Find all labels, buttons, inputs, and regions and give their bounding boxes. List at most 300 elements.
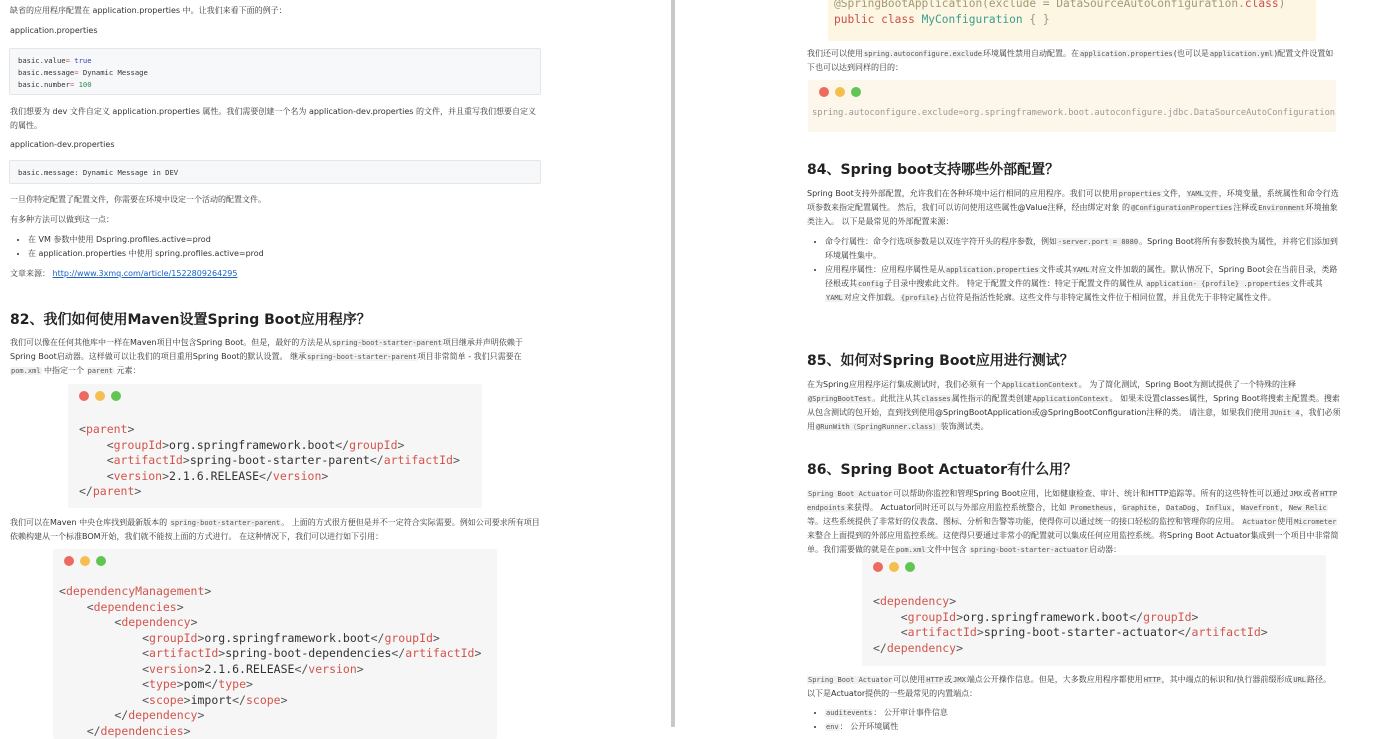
- code-token: type: [218, 677, 246, 691]
- code-line: [59, 584, 481, 600]
- inline-code: application.properties: [1079, 50, 1174, 58]
- code-token: >: [977, 625, 984, 639]
- inline-code: New Relic: [1288, 504, 1328, 512]
- code-token: >: [956, 610, 963, 624]
- inline-code: @ConfigurationProperties: [1130, 204, 1233, 212]
- code-token: <: [59, 584, 66, 598]
- yellow-dot-icon: [80, 556, 90, 566]
- code-line: [873, 625, 1268, 641]
- inline-code: Actuator: [1242, 518, 1278, 526]
- code-token: spring.autoconfigure.exclude=org.springframework.boot.autoconfigure.jdbc.DataSourceAutoConfiguration: [812, 108, 1335, 118]
- source-line: [10, 267, 540, 281]
- code-token: scope: [246, 693, 281, 707]
- code-token: type: [149, 677, 177, 691]
- code-token: import: [191, 693, 233, 707]
- list-item: [825, 263, 1341, 305]
- text-run: 项目继承并声明依赖于Spring Boot启动器。这样做可以让我们的项目重用Spring Boot的默认设置。 继承: [10, 338, 523, 361]
- code-line: [18, 55, 532, 67]
- paragraph: [807, 487, 1341, 557]
- text-run: ： 公开审计事件信息: [873, 708, 948, 717]
- window-controls: [64, 556, 106, 566]
- paragraph: [10, 213, 540, 227]
- inline-code: @SpringBootTest: [807, 395, 872, 403]
- code-token: </: [391, 646, 405, 660]
- inline-code: application.properties: [945, 266, 1040, 274]
- inline-code: Influx: [1205, 504, 1232, 512]
- code-token: </: [232, 693, 246, 707]
- code-token: <: [59, 646, 149, 660]
- code-line: [59, 724, 481, 739]
- inline-code: ApplicationContext: [1032, 395, 1110, 403]
- inline-code: Wavefront: [1240, 504, 1280, 512]
- code-token: dependency: [887, 641, 956, 655]
- inline-code: ApplicationContext: [1001, 381, 1079, 389]
- text-run: ，: [1113, 503, 1121, 512]
- code-token: artifactId: [114, 453, 183, 467]
- text-run: 缺省的应用程序配置在 application.properties 中。让我们来看下面的例子：: [10, 6, 287, 15]
- window-controls: [819, 87, 861, 97]
- code-line: [79, 469, 460, 485]
- text-run: 使用: [1277, 517, 1293, 526]
- code-token: >: [474, 646, 481, 660]
- inline-code: application.yml: [1209, 50, 1274, 58]
- inline-code: DataDog: [1165, 504, 1197, 512]
- code-token: dependency: [121, 615, 190, 629]
- code-token: org.springframework.boot: [204, 631, 370, 645]
- text-run: 在 application.properties 中使用 spring.profiles.active=prod: [28, 249, 264, 258]
- inline-code: spring-boot-starter-parent: [331, 339, 443, 347]
- text-run: 中指定一个: [42, 366, 87, 375]
- code-token: >: [321, 469, 328, 483]
- code-token: >: [433, 631, 440, 645]
- code-line: [873, 641, 1268, 657]
- inline-code: @RunWith（SpringRunner.class）: [815, 423, 941, 431]
- code-token: scope: [149, 693, 184, 707]
- inline-code: YAML: [825, 294, 844, 302]
- code-line: [834, 12, 1285, 28]
- code-token: </: [204, 677, 218, 691]
- code-token: >: [398, 438, 405, 452]
- code-token: >: [162, 469, 169, 483]
- text-run: ，: [1197, 503, 1205, 512]
- code-line: [18, 67, 532, 79]
- inline-code: pom.xml: [10, 367, 42, 375]
- text-run: 属性指示的配置类创建: [952, 394, 1032, 403]
- inline-code: YAML文件: [1186, 190, 1219, 198]
- inline-code: auditevents: [825, 709, 873, 717]
- list-item: [825, 720, 1341, 734]
- code-line: [59, 708, 481, 724]
- code-token: </: [59, 708, 128, 722]
- code-window: [68, 384, 482, 508]
- text-run: 我们想要为 dev 文件自定义 application.properties 属性。我们需要创建一个名为 application-dev.properties 的文件，并且重写我们想要自定义的属性。: [10, 107, 536, 130]
- inline-code: HTTP: [1143, 676, 1162, 684]
- code-token: basic.number: [18, 80, 70, 89]
- code-token: >: [183, 453, 190, 467]
- code-token: spring-boot-dependencies: [225, 646, 391, 660]
- code-token: >: [162, 438, 169, 452]
- right-page: [676, 0, 1377, 727]
- text-run: 可以使用: [893, 675, 925, 684]
- text-run: 在 VM 参数中使用 Dspring.profiles.active=prod: [28, 235, 211, 244]
- code-token: >: [357, 662, 364, 676]
- code-token: =: [74, 68, 83, 77]
- text-run: 环境抽象类注入。 以下是最常见的外部配置来源：: [807, 203, 1338, 226]
- code-line: [79, 484, 460, 500]
- code-line: [79, 453, 460, 469]
- green-dot-icon: [905, 562, 915, 572]
- code-window: [862, 555, 1326, 666]
- inline-code: pom.xml: [895, 546, 927, 554]
- text-run: 或者: [1303, 489, 1319, 498]
- inline-code: spring.autoconfigure.exclude: [863, 50, 983, 58]
- code-line: [59, 693, 481, 709]
- yellow-dot-icon: [835, 87, 845, 97]
- code-token: <: [59, 693, 149, 707]
- green-dot-icon: [111, 391, 121, 401]
- code-token: dependency: [880, 594, 949, 608]
- code-line: [59, 662, 481, 678]
- inline-code: -server.port = 8080: [1057, 238, 1139, 246]
- text-run: 应用程序属性：应用程序属性是从: [825, 265, 945, 274]
- bullet-list: [807, 706, 1341, 734]
- text-run: 我们还可以使用: [807, 49, 863, 58]
- code-token: </: [335, 438, 349, 452]
- inline-code: Prometheus: [1069, 504, 1113, 512]
- code-token: >: [177, 600, 184, 614]
- code-block: [9, 160, 541, 184]
- code-token: <: [59, 631, 149, 645]
- code-token: version: [273, 469, 321, 483]
- page-divider: [671, 0, 675, 727]
- list-item: [28, 247, 548, 261]
- paragraph: [10, 516, 540, 544]
- text-run: ，: [1232, 503, 1240, 512]
- code-line: [79, 438, 460, 454]
- code-token: true: [74, 56, 91, 65]
- code-token: >: [197, 662, 204, 676]
- text-run: 文件，: [1162, 189, 1186, 198]
- code-token: artifactId: [1192, 625, 1261, 639]
- inline-code: Spring Boot Actuator: [807, 676, 893, 684]
- code-token: </: [1129, 610, 1143, 624]
- bullet-list: [807, 235, 1341, 305]
- text-run: (也可以是: [1174, 49, 1209, 58]
- text-run: application.properties: [10, 26, 98, 35]
- text-run: 。 上面的方式很方便但是并不一定符合实际需要。例如公司要求所有项目依赖构建从一个标准BOM开始，我们就不能按上面的方式进行。 在这种情况下，我们可以进行如下引用：: [10, 518, 540, 541]
- inline-code: classes: [920, 395, 952, 403]
- yellow-dot-icon: [889, 562, 899, 572]
- text-run: 有多种方法可以做到这一点：: [10, 215, 114, 224]
- code-token: >: [134, 484, 141, 498]
- text-run: 可以帮助你监控和管理Spring Boot应用，比如健康检查、审计、统计和HTTP追踪等。所有的这些特性可以通过: [893, 489, 1288, 498]
- code-token: =: [70, 80, 79, 89]
- code-line: [59, 646, 481, 662]
- paragraph: [807, 47, 1341, 75]
- inline-code: Micrometer: [1293, 518, 1337, 526]
- code-token: groupId: [384, 631, 432, 645]
- code-token: dependencies: [101, 724, 184, 738]
- text-run: 我们可以像在任何其他库中一样在Maven项目中包含Spring Boot。但是，最好的方法是从: [10, 338, 331, 347]
- text-run: 对应文件加载的属性。默认情况下，Spring Boot会在当前目录，类路径根或其: [825, 265, 1337, 288]
- inline-code: JUnit 4: [1269, 409, 1301, 417]
- text-run: 启动器：: [1089, 545, 1121, 554]
- text-run: 。 为了简化测试，Spring Boot为测试提供了一个特殊的注释: [1079, 380, 1296, 389]
- text-run: 占位符是指活性轮廓。这些文件与非特定属性文件位于相同位置，并且优先于非特定属性文件。: [940, 293, 1276, 302]
- inline-code: spring-boot-starter-parent: [306, 353, 418, 361]
- code-window: [53, 549, 497, 739]
- code-token: dependencies: [94, 600, 177, 614]
- heading-84: 84、Spring boot支持哪些外部配置？: [807, 161, 1059, 179]
- inline-code: YAML: [1072, 266, 1091, 274]
- inline-code: spring-boot-starter-actuator: [969, 546, 1089, 554]
- text-run: 项目非常简单 - 我们只需要在: [418, 352, 522, 361]
- code-token: 2.1.6.RELEASE: [204, 662, 294, 676]
- code-token: groupId: [114, 438, 162, 452]
- text-run: ，: [1157, 503, 1165, 512]
- code-token: >: [184, 724, 191, 738]
- text-run: 路径。 以下是Actuator提供的一些最常见的内置端点：: [807, 675, 1331, 698]
- code-content: [79, 422, 460, 500]
- inline-code: JMX: [1289, 490, 1304, 498]
- code-line: [18, 79, 532, 91]
- green-dot-icon: [851, 87, 861, 97]
- code-token: </: [79, 484, 93, 498]
- inline-code: config: [857, 280, 884, 288]
- window-controls: [873, 562, 915, 572]
- code-token: parent: [93, 484, 135, 498]
- text-run: 环境属性禁用自动配置。在: [983, 49, 1079, 58]
- code-token: artifactId: [908, 625, 977, 639]
- code-token: { }: [1023, 13, 1050, 26]
- code-token: artifactId: [384, 453, 453, 467]
- code-token: <: [59, 615, 121, 629]
- code-token: dependencyManagement: [66, 584, 204, 598]
- code-token: groupId: [908, 610, 956, 624]
- code-token: </: [59, 724, 101, 738]
- paragraph: [10, 336, 540, 378]
- code-token: org.springframework.boot: [963, 610, 1129, 624]
- code-token: artifactId: [405, 646, 474, 660]
- inline-code: Spring Boot Actuator: [807, 490, 893, 498]
- code-token: >: [453, 453, 460, 467]
- code-token: pom: [184, 677, 205, 691]
- code-token: >: [204, 584, 211, 598]
- code-token: groupId: [349, 438, 397, 452]
- text-run: )配置文件设置如下也可以达到同样的目的：: [807, 49, 1333, 72]
- code-content: [873, 594, 1268, 656]
- code-token: basic.message: [18, 68, 74, 77]
- code-token: version: [149, 662, 197, 676]
- text-run: 文件中包含: [927, 545, 970, 554]
- code-token: groupId: [149, 631, 197, 645]
- window-controls: [79, 391, 121, 401]
- code-line: [18, 167, 532, 179]
- bullet-list: [10, 233, 548, 261]
- code-token: >: [127, 422, 134, 436]
- heading-86: 86、Spring Boot Actuator有什么用？: [807, 461, 1077, 479]
- red-dot-icon: [819, 87, 829, 97]
- source-link[interactable]: http://www.3xmq.com/article/1522809264295: [53, 269, 238, 278]
- code-token: <: [873, 594, 880, 608]
- code-content: [812, 107, 1335, 119]
- code-line: [59, 615, 481, 631]
- red-dot-icon: [64, 556, 74, 566]
- red-dot-icon: [79, 391, 89, 401]
- code-token: basic.message: Dynamic Message in DEV: [18, 168, 178, 177]
- code-token: >: [218, 646, 225, 660]
- text-run: 。 如果未设置classes属性，Spring Boot将搜索主配置类。搜索从包含测试的包开始，直到找到使用@SpringBootApplication或@SpringBootConfiguration注释的类。 请注意，如果我们使用: [807, 394, 1340, 417]
- code-token: spring-boot-starter-actuator: [984, 625, 1178, 639]
- text-run: 。Spring Boot将所有参数转换为属性，并将它们添加到环境属性集中。: [825, 237, 1338, 260]
- text-run: 或: [944, 675, 952, 684]
- green-dot-icon: [96, 556, 106, 566]
- text-run: 子目录中搜索此文件。 特定于配置文件的属性：特定于配置文件的属性从: [884, 279, 1145, 288]
- text-run: 文件或其: [1291, 279, 1323, 288]
- code-line: [59, 677, 481, 693]
- text-run: 来整合上面提到的外部应用监控系统。这使得只要通过非常小的配置就可以集成任何应用监控系统。将Spring Boot Actuator集成到一个项目中非常简单。我们需要做的就是在: [807, 531, 1338, 554]
- code-token: >: [197, 631, 204, 645]
- heading-82: 82、我们如何使用Maven设置Spring Boot应用程序？: [10, 311, 371, 329]
- inline-code: spring-boot-starter-parent: [170, 519, 282, 527]
- text-run: 文件或其: [1040, 265, 1072, 274]
- paragraph: [807, 378, 1341, 434]
- code-token: =: [66, 56, 75, 65]
- red-dot-icon: [873, 562, 883, 572]
- paragraph: [10, 105, 542, 133]
- inline-code: Environment: [1257, 204, 1305, 212]
- code-token: >: [956, 641, 963, 655]
- left-page: [0, 0, 670, 727]
- code-token: <: [79, 422, 86, 436]
- code-token: >: [949, 594, 956, 608]
- paragraph: [10, 193, 540, 207]
- text-run: 我们可以在Maven 中央仓库找到最新版本的: [10, 518, 170, 527]
- text-run: 对应文件加载。: [844, 293, 900, 302]
- code-token: <: [79, 453, 114, 467]
- code-content: [834, 0, 1285, 27]
- text-run: 注释或: [1233, 203, 1257, 212]
- paragraph: [10, 4, 540, 18]
- code-token: MyConfiguration: [922, 13, 1023, 26]
- code-token: <: [59, 662, 149, 676]
- code-line: [59, 600, 481, 616]
- code-token: artifactId: [149, 646, 218, 660]
- list-item: [28, 233, 548, 247]
- inline-code: HTTP endpoints: [807, 490, 1337, 512]
- inline-code: HTTP: [925, 676, 944, 684]
- code-line: [79, 422, 460, 438]
- code-token: >: [1261, 625, 1268, 639]
- code-token: >: [246, 677, 253, 691]
- code-token: version: [308, 662, 356, 676]
- inline-code: JMX: [952, 676, 967, 684]
- code-token: groupId: [1143, 610, 1191, 624]
- code-token: >: [198, 708, 205, 722]
- text-run: 一旦你特定配置了配置文件，你需要在环境中设定一个活动的配置文件。: [10, 195, 266, 204]
- code-token: @SpringBootApplication(exclude = DataSourceAutoConfiguration.: [834, 0, 1245, 10]
- code-window: [808, 80, 1336, 132]
- code-window: [828, 0, 1316, 41]
- code-token: parent: [86, 422, 128, 436]
- text-run: 装饰测试类。: [941, 422, 989, 431]
- paragraph: [807, 673, 1341, 701]
- code-content: [59, 584, 481, 739]
- code-token: Dynamic Message: [83, 68, 148, 77]
- code-token: <: [59, 677, 149, 691]
- list-item: [825, 706, 1341, 720]
- text-run: ，我们必须用: [807, 408, 1340, 431]
- code-token: class: [1245, 0, 1279, 10]
- code-token: <: [59, 600, 94, 614]
- list-item: [825, 235, 1341, 263]
- code-token: </: [370, 453, 384, 467]
- text-run: ，: [1280, 503, 1288, 512]
- text-run: 端点公开操作信息。但是，大多数应用程序都使用: [967, 675, 1143, 684]
- code-token: </: [259, 469, 273, 483]
- text-run: ： 公开环境属性: [840, 722, 899, 731]
- text-run: ，环境变量，系统属性和命令行选项参数来指定配置属性。 然后，我们可以访问使用这些属性@Value注释，经由绑定对象 的: [807, 189, 1339, 212]
- text-run: 元素：: [114, 366, 141, 375]
- file-label: [10, 138, 540, 152]
- inline-code: env: [825, 723, 840, 731]
- code-token: >: [281, 693, 288, 707]
- text-run: 命令行属性：命令行选项参数是以双连字符开头的程序参数，例如: [825, 237, 1057, 246]
- code-token: spring-boot-starter-parent: [190, 453, 370, 467]
- code-token: </: [873, 641, 887, 655]
- code-token: <: [79, 438, 114, 452]
- code-token: ): [1279, 0, 1286, 10]
- code-token: <: [873, 610, 908, 624]
- code-token: 100: [79, 80, 92, 89]
- text-run: 文章来源：: [10, 269, 53, 278]
- code-token: >: [184, 693, 191, 707]
- code-token: >: [177, 677, 184, 691]
- code-block: [9, 48, 541, 95]
- code-token: 2.1.6.RELEASE: [169, 469, 259, 483]
- code-token: dependency: [128, 708, 197, 722]
- code-line: [812, 107, 1335, 119]
- code-token: </: [1178, 625, 1192, 639]
- inline-code: {profile}: [900, 294, 940, 302]
- code-line: [834, 0, 1285, 12]
- code-token: </: [371, 631, 385, 645]
- code-token: <: [873, 625, 908, 639]
- code-line: [873, 610, 1268, 626]
- code-token: basic.value: [18, 56, 66, 65]
- code-line: [873, 594, 1268, 610]
- inline-code: properties: [1118, 190, 1162, 198]
- text-run: 在为Spring应用程序运行集成测试时，我们必须有一个: [807, 380, 1001, 389]
- code-token: public class: [834, 13, 922, 26]
- text-run: Spring Boot支持外部配置，允许我们在各种环境中运行相同的应用程序。我们可以使用: [807, 189, 1118, 198]
- file-label: [10, 24, 540, 38]
- paragraph: [807, 187, 1341, 229]
- code-token: >: [1192, 610, 1199, 624]
- text-run: 。此批注从其: [872, 394, 920, 403]
- yellow-dot-icon: [95, 391, 105, 401]
- inline-code: Graphite: [1121, 504, 1157, 512]
- text-run: 来获得。 Actuator同时还可以与外部应用监控系统整合，比如: [846, 503, 1069, 512]
- code-token: org.springframework.boot: [169, 438, 335, 452]
- code-token: </: [294, 662, 308, 676]
- code-token: >: [191, 615, 198, 629]
- code-line: [59, 631, 481, 647]
- inline-code: parent: [87, 367, 114, 375]
- code-token: version: [114, 469, 162, 483]
- text-run: ，其中端点的标识和/执行器前缀形成: [1162, 675, 1293, 684]
- inline-code: application- {profile} .properties: [1145, 280, 1290, 288]
